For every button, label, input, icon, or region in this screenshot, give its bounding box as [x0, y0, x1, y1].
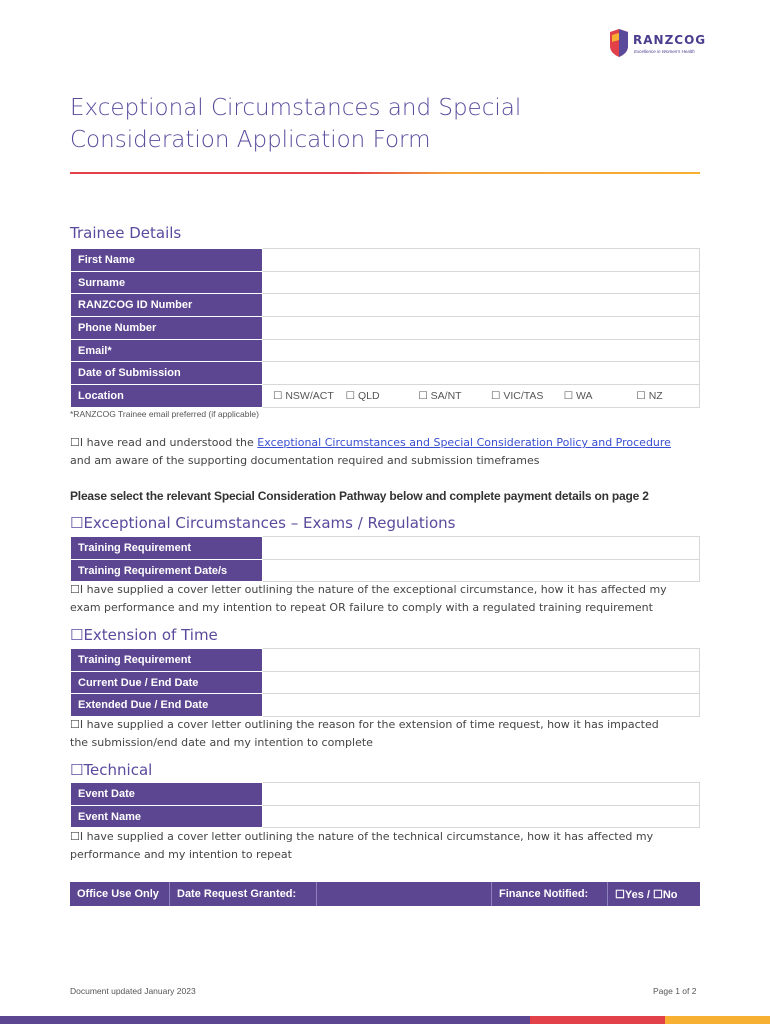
- date-of-submission-field[interactable]: [263, 362, 700, 385]
- location-options: [263, 385, 700, 408]
- event-date-field[interactable]: [263, 783, 700, 806]
- page-number: Page 1 of 2: [653, 986, 697, 996]
- email-field[interactable]: [263, 339, 700, 362]
- current-due-date-field[interactable]: [263, 671, 700, 694]
- logo-tagline: Excellence in Women's Health: [634, 49, 695, 54]
- policy-link[interactable]: Exceptional Circumstances and Special Consideration Policy and Procedure: [257, 436, 671, 449]
- table-row: [71, 537, 700, 560]
- extended-due-date-field[interactable]: [263, 694, 700, 717]
- table-row: [71, 271, 700, 294]
- date-request-granted-label: Date Request Granted:: [170, 882, 317, 906]
- location-sa-nt-checkbox[interactable]: ☐ SA/NT: [418, 389, 462, 402]
- acknowledge-suffix: and am aware of the supporting documentation required and submission timeframes: [70, 454, 540, 467]
- training-requirement-dates-field[interactable]: [263, 559, 700, 582]
- extension-statement-continued: the submission/end date and my intention to complete: [70, 736, 373, 749]
- extension-of-time-table: [70, 648, 700, 717]
- first-name-field[interactable]: [263, 249, 700, 272]
- finance-notified-label: Finance Notified:: [492, 882, 608, 906]
- table-row: [71, 249, 700, 272]
- phone-number-field[interactable]: [263, 317, 700, 340]
- location-label: Location: [71, 385, 263, 408]
- title-divider: [70, 172, 700, 174]
- technical-statement: [70, 828, 710, 864]
- surname-field[interactable]: [263, 271, 700, 294]
- table-row: [71, 339, 700, 362]
- training-requirement-field[interactable]: [263, 537, 700, 560]
- footer-bar-purple: [0, 1016, 530, 1024]
- ranzcog-shield-icon: [607, 28, 631, 58]
- date-of-submission-label: Date of Submission: [71, 362, 263, 385]
- technical-statement-checkbox[interactable]: ☐I have supplied a cover letter outlining the nature of the technical circumstance, how it has affected my: [70, 830, 654, 843]
- extension-of-time-checkbox[interactable]: ☐Extension of Time: [70, 626, 218, 644]
- table-row: [71, 649, 700, 672]
- exceptional-statement-continued: exam performance and my intention to repeat OR failure to comply with a regulated training requirement: [70, 601, 653, 614]
- table-row: [71, 783, 700, 806]
- finance-notified-yes-no[interactable]: ☐Yes / ☐No: [615, 888, 678, 901]
- email-note: *RANZCOG Trainee email preferred (if applicable): [70, 409, 259, 419]
- surname-label: Surname: [71, 271, 263, 294]
- phone-number-label: Phone Number: [71, 317, 263, 340]
- extension-statement: [70, 716, 710, 752]
- email-label: Email*: [71, 339, 263, 362]
- ranzcog-id-label: RANZCOG ID Number: [71, 294, 263, 317]
- location-nz-checkbox[interactable]: ☐ NZ: [636, 389, 663, 402]
- table-row: [71, 694, 700, 717]
- acknowledge-checkbox[interactable]: ☐I have read and understood the: [70, 436, 258, 449]
- location-vic-tas-checkbox[interactable]: ☐ VIC/TAS: [491, 389, 544, 402]
- extended-due-date-label: Extended Due / End Date: [71, 694, 263, 717]
- training-requirement-dates-label: Training Requirement Date/s: [71, 559, 263, 582]
- exceptional-circumstances-checkbox[interactable]: ☐Exceptional Circumstances – Exams / Regulations: [70, 514, 456, 532]
- exceptional-statement-checkbox[interactable]: ☐I have supplied a cover letter outlining the nature of the exceptional circumstance, how it has affected my: [70, 583, 667, 596]
- footer-bar-orange: [665, 1016, 770, 1024]
- location-nsw-act-checkbox[interactable]: ☐ NSW/ACT: [273, 389, 334, 402]
- office-use-bar: [70, 882, 700, 906]
- current-due-date-label: Current Due / End Date: [71, 671, 263, 694]
- extension-training-requirement-label: Training Requirement: [71, 649, 263, 672]
- table-row: [71, 317, 700, 340]
- table-row: [71, 559, 700, 582]
- exceptional-circumstances-table: [70, 536, 700, 582]
- event-name-label: Event Name: [71, 805, 263, 828]
- training-requirement-label: Training Requirement: [71, 537, 263, 560]
- footer-bar-red: [530, 1016, 665, 1024]
- technical-statement-continued: performance and my intention to repeat: [70, 848, 292, 861]
- extension-training-requirement-field[interactable]: [263, 649, 700, 672]
- table-row: [71, 362, 700, 385]
- location-qld-checkbox[interactable]: ☐ QLD: [345, 389, 380, 402]
- extension-statement-checkbox[interactable]: ☐I have supplied a cover letter outlining the reason for the extension of time request, how it has impacted: [70, 718, 659, 731]
- technical-checkbox[interactable]: ☐Technical: [70, 761, 153, 779]
- location-wa-checkbox[interactable]: ☐ WA: [563, 389, 593, 402]
- technical-table: [70, 782, 700, 828]
- ranzcog-logo: [607, 28, 707, 60]
- first-name-label: First Name: [71, 249, 263, 272]
- table-row: [71, 805, 700, 828]
- event-name-field[interactable]: [263, 805, 700, 828]
- table-row: [71, 671, 700, 694]
- trainee-details-table: [70, 248, 700, 408]
- logo-wordmark: RANZCOG: [633, 33, 707, 47]
- pathway-instruction: Please select the relevant Special Consideration Pathway below and complete payment details on page 2: [70, 489, 649, 503]
- exceptional-statement: [70, 581, 710, 617]
- trainee-details-heading: Trainee Details: [70, 224, 182, 242]
- table-row: [71, 294, 700, 317]
- acknowledge-statement: [70, 434, 710, 470]
- document-updated: Document updated January 2023: [70, 986, 196, 996]
- table-row: [71, 385, 700, 408]
- page-title: Exceptional Circumstances and Special Consideration Application Form: [70, 95, 522, 153]
- date-request-granted-field[interactable]: [317, 882, 492, 906]
- ranzcog-id-field[interactable]: [263, 294, 700, 317]
- event-date-label: Event Date: [71, 783, 263, 806]
- office-use-label: Office Use Only: [70, 882, 170, 906]
- footer-color-bar: [0, 1016, 770, 1024]
